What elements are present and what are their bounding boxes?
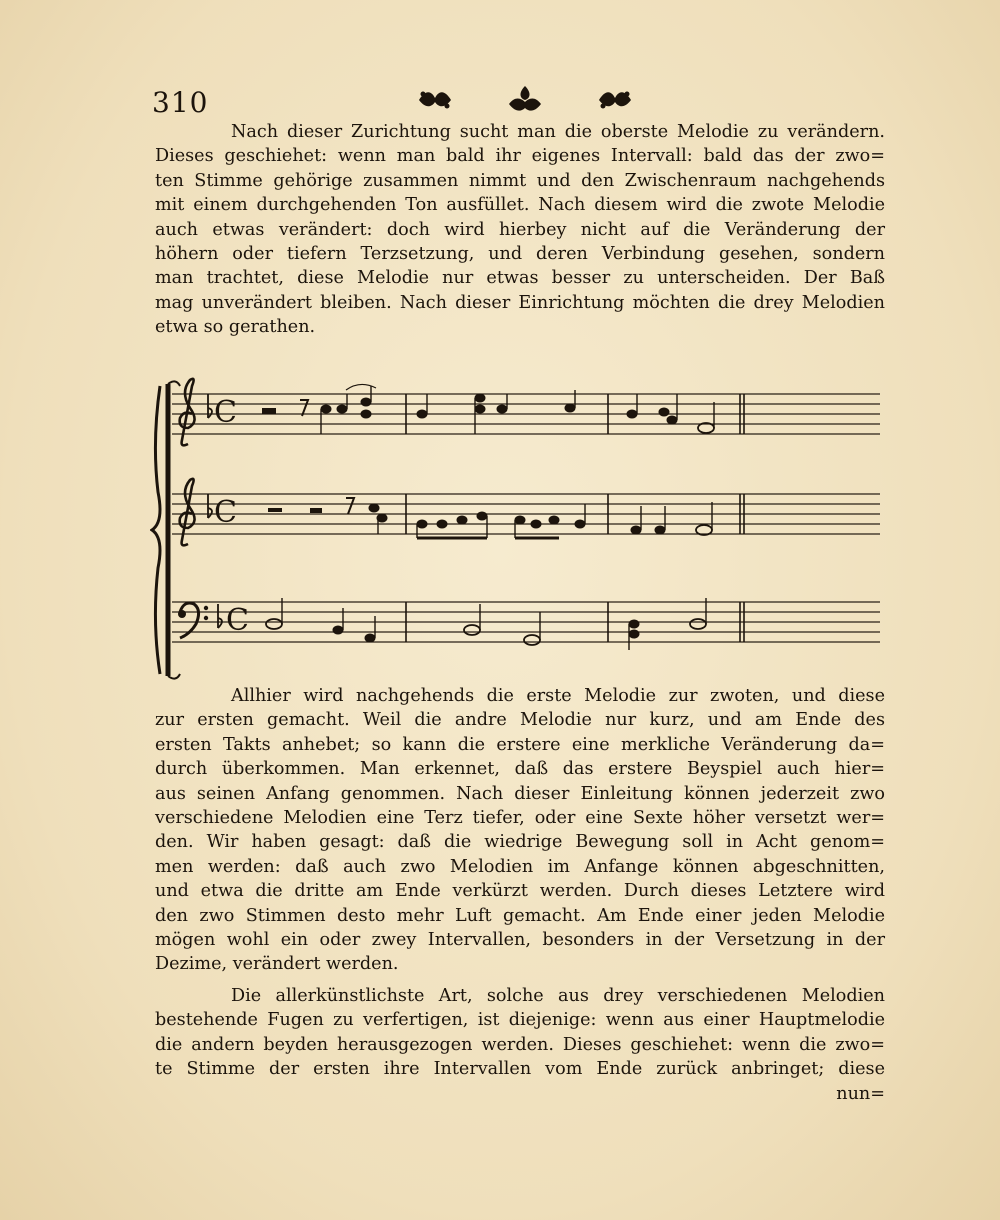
page-number: 310	[152, 86, 209, 119]
text-line: auch etwas verändert: doch wird hierbey nicht auf die Veränderung der	[155, 219, 885, 240]
fleuron-right-icon	[595, 84, 635, 116]
paragraph-2	[155, 684, 885, 977]
text-line: den zwo Stimmen desto mehr Luft gemacht. Am Ende einer jeden Melodie	[155, 905, 885, 926]
paragraph-3	[155, 984, 885, 1106]
text-line: mögen wohl ein oder zwey Intervallen, besonders in der Versetzung in der	[155, 930, 885, 951]
text-line: zur ersten gemacht. Weil die andre Melodie nur kurz, und am Ende des	[155, 710, 885, 731]
text-line: mit einem durchgehenden Ton ausfüllet. Nach diesem wird die zwote Melodie	[155, 195, 885, 216]
text-line: verschiedene Melodien eine Terz tiefer, oder eine Sexte höher versetzt wer=	[155, 808, 885, 829]
music-example	[150, 372, 890, 684]
text-line: Die allerkünstlichste Art, solche aus drey verschiedenen Melodien	[231, 986, 885, 1006]
time-signature: C	[214, 395, 237, 430]
treble-clef-icon	[180, 379, 195, 445]
time-signature: C	[226, 603, 249, 638]
header-ornaments	[415, 84, 635, 118]
text-line: men werden: daß auch zwo Melodien im Anfange können abgeschnitten,	[155, 856, 885, 877]
staff-2	[172, 494, 880, 534]
staff-1-notes	[262, 384, 714, 434]
text-line: den. Wir haben gesagt: daß die wiedrige Bewegung soll in Acht genom=	[155, 832, 885, 853]
text-line: etwa so gerathen.	[155, 317, 316, 338]
time-signature: C	[214, 495, 237, 530]
text-line: und etwa die dritte am Ende verkürzt werden. Durch dieses Letztere wird	[155, 881, 885, 902]
text-line: Nach dieser Zurichtung sucht man die oberste Melodie zu verändern.	[231, 122, 885, 142]
text-line: höhern oder tiefern Terzsetzung, und deren Verbindung gesehen, sondern	[155, 244, 885, 265]
text-line: bestehende Fugen zu verfertigen, ist diejenige: wenn aus einer Hauptmelodie	[155, 1010, 885, 1031]
catchword: nun=	[836, 1083, 885, 1104]
fleuron-left-icon	[415, 84, 455, 116]
fleuron-center-icon	[505, 84, 545, 116]
bar-lines	[406, 394, 744, 642]
flat-icon	[218, 604, 222, 628]
flat-icon	[208, 394, 212, 418]
text-line: die andern beyden herausgezogen werden. Dieses geschiehet: wenn die zwo=	[155, 1034, 885, 1055]
flat-icon	[208, 494, 212, 518]
text-line: man trachtet, diese Melodie nur etwas besser zu unterscheiden. Der Baß	[155, 268, 885, 289]
treble-clef-icon	[180, 479, 195, 545]
text-line: ten Stimme gehörige zusammen nimmt und den Zwischenraum nachgehends	[155, 170, 885, 191]
text-line: durch überkommen. Man erkennet, daß das erstere Beyspiel auch hier=	[155, 759, 885, 780]
text-line: Dezime, verändert werden.	[155, 954, 399, 975]
text-line: Allhier wird nachgehends die erste Melodie zur zwoten, und diese	[231, 686, 885, 706]
text-line: Dieses geschiehet: wenn man bald ihr eigenes Intervall: bald das der zwo=	[155, 146, 885, 167]
text-line: te Stimme der ersten ihre Intervallen vom Ende zurück anbringet; diese	[155, 1059, 885, 1080]
system-bracket	[152, 381, 180, 678]
paragraph-1	[155, 120, 885, 340]
text-line: ersten Takts anhebet; so kann die erstere eine merkliche Veränderung da=	[155, 734, 885, 755]
text-line: mag unverändert bleiben. Nach dieser Einrichtung möchten die drey Melodien	[155, 292, 885, 313]
staff-1	[172, 394, 880, 434]
text-line: aus seinen Anfang genommen. Nach dieser Einleitung können jederzeit zwo	[155, 783, 885, 804]
bass-clef-icon	[178, 603, 208, 638]
